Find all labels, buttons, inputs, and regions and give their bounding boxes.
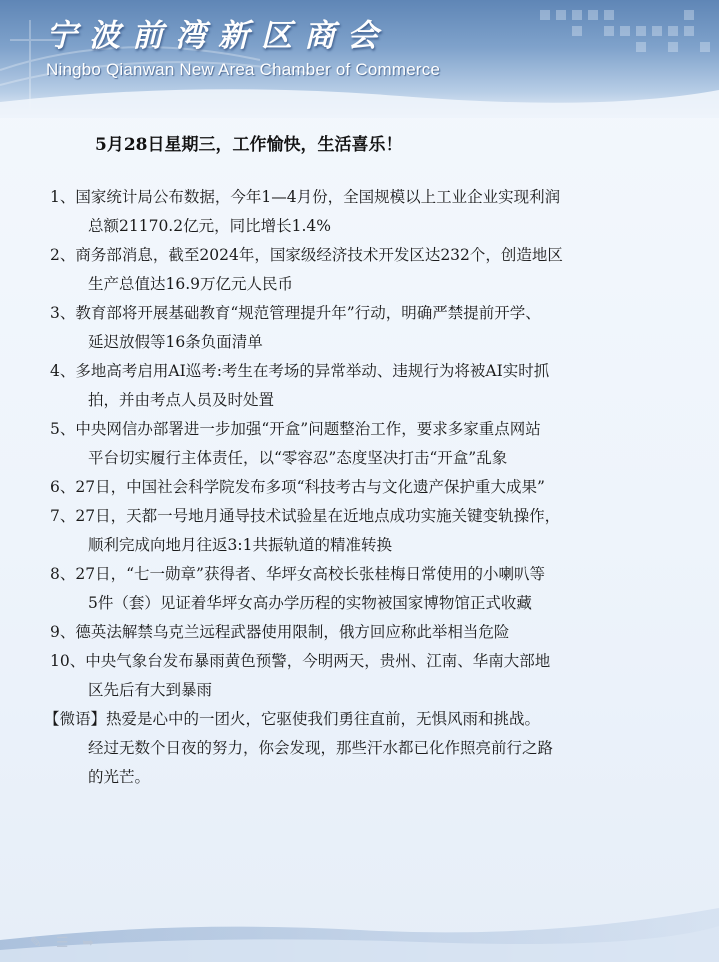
footer-wave-decoration: [0, 900, 719, 962]
news-item-8: [50, 560, 690, 618]
pen-icon[interactable]: ✎: [30, 935, 42, 951]
item-text-cont: 区先后有大到暴雨: [88, 681, 213, 699]
date-greeting: 5月28日星期三，工作愉快，生活喜乐！: [95, 135, 403, 155]
news-item-6: [50, 473, 690, 502]
news-item-2: [50, 241, 690, 299]
news-list: [44, 183, 690, 792]
header-banner: [0, 0, 719, 118]
news-item-3: [50, 299, 690, 357]
news-item-4: [50, 357, 690, 415]
quote-text: 热爱是心中的一团火，它驱使我们勇往直前，无惧风雨和挑战。: [106, 710, 541, 728]
news-item-9: [50, 618, 690, 647]
quote-tag: 【微语】: [44, 710, 107, 728]
chamber-title-cn: 宁波前湾新区商会: [46, 18, 390, 54]
footer-nav-icons: [30, 935, 94, 951]
menu-icon[interactable]: ☰: [55, 935, 69, 951]
item-text: 中央气象台发布暴雨黄色预警，今明两天，贵州、江南、华南大部地: [85, 652, 551, 670]
item-text: 商务部消息，截至2024年，国家级经济技术开发区达232个，创造地区: [75, 246, 563, 264]
quote-block: [44, 705, 690, 792]
item-text: 27日，天都一号地月通导技术试验星在近地点成功实施关键变轨操作，: [75, 507, 561, 525]
item-number: 10、: [50, 652, 86, 670]
item-number: 9、: [50, 623, 76, 641]
item-text: 德英法解禁乌克兰远程武器使用限制，俄方回应称此举相当危险: [75, 623, 510, 641]
item-number: 6、: [50, 478, 76, 496]
item-number: 7、: [50, 507, 76, 525]
item-number: 2、: [50, 246, 76, 264]
news-item-7: [50, 502, 690, 560]
item-text: 中央网信办部署进一步加强“开盒”问题整治工作，要求多家重点网站: [75, 420, 541, 438]
item-text-cont: 顺利完成向地月往返3:1共振轨道的精准转换: [88, 536, 392, 554]
item-text-cont: 5件（套）见证着华坪女高办学历程的实物被国家博物馆正式收藏: [88, 594, 532, 612]
quote-text-end: 的光芒。: [88, 768, 151, 786]
item-number: 1、: [50, 188, 76, 206]
item-text-cont: 拍，并由考点人员及时处置: [88, 391, 275, 409]
item-number: 5、: [50, 420, 76, 438]
item-text-cont: 总额21170.2亿元，同比增长1.4%: [88, 217, 331, 235]
item-text: 27日，“七一勋章”获得者、华坪女高校长张桂梅日常使用的小喇叭等: [75, 565, 545, 583]
item-text: 多地高考启用AI巡考:考生在考场的异常举动、违规行为将被AI实时抓: [75, 362, 550, 380]
news-item-10: [50, 647, 690, 705]
item-text: 国家统计局公布数据，今年1—4月份，全国规模以上工业企业实现利润: [75, 188, 561, 206]
news-item-5: [50, 415, 690, 473]
news-item-1: [50, 183, 690, 241]
forward-icon[interactable]: ➥: [82, 935, 95, 951]
item-text: 27日，中国社会科学院发布多项“科技考古与文化遗产保护重大成果”: [75, 478, 545, 496]
item-text-cont: 延迟放假等16条负面清单: [88, 333, 263, 351]
item-text-cont: 生产总值达16.9万亿元人民币: [88, 275, 294, 293]
chamber-title-en: Ningbo Qianwan New Area Chamber of Commerce: [46, 60, 441, 79]
item-text: 教育部将开展基础教育“规范管理提升年”行动，明确严禁提前开学、: [75, 304, 541, 322]
item-number: 3、: [50, 304, 76, 322]
item-number: 8、: [50, 565, 76, 583]
item-number: 4、: [50, 362, 76, 380]
item-text-cont: 平台切实履行主体责任，以“零容忍”态度坚决打击“开盒”乱象: [88, 449, 508, 467]
quote-text-cont: 经过无数个日夜的努力，你会发现，那些汗水都已化作照亮前行之路: [88, 739, 554, 757]
